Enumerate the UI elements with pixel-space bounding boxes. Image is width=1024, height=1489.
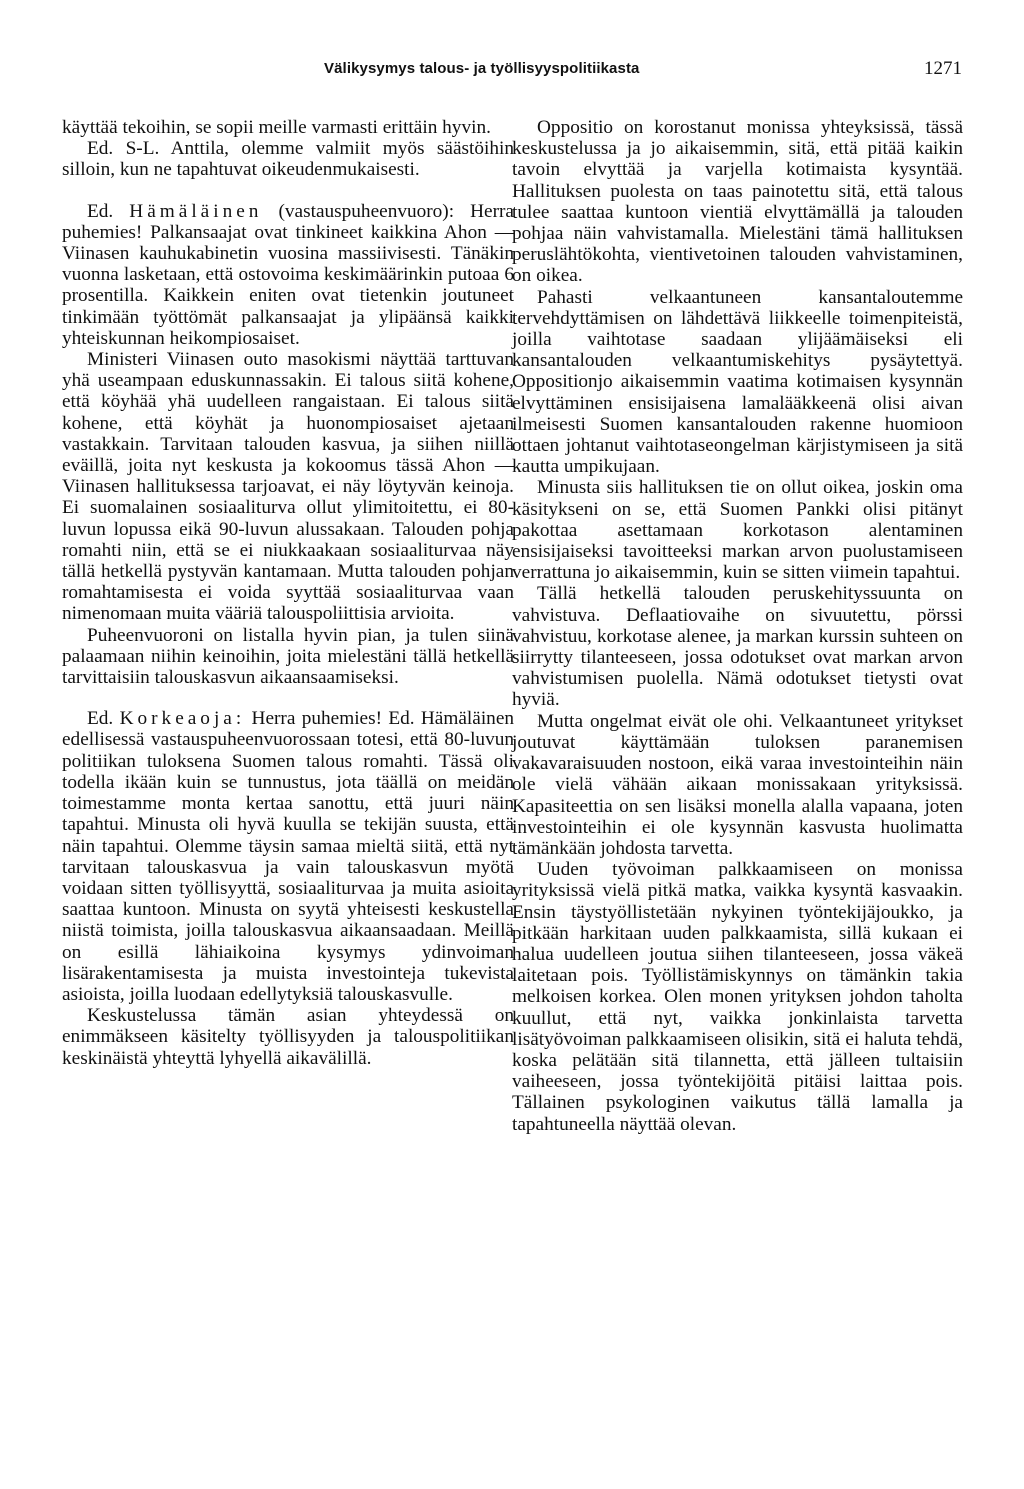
paragraph: Keskustelussa tämän asian yhteydessä on enimmäkseen käsitelty työllisyyden ja talouspolitiikan keskinäistä yhteyttä lyhyellä aikavälillä. bbox=[62, 1005, 514, 1069]
paragraph: käyttää tekoihin, se sopii meille varmasti erittäin hyvin. bbox=[62, 117, 491, 138]
right-column bbox=[512, 117, 963, 1135]
speech-text: (vastauspuheenvuoro): Herra puhemies! Palkansaajat ovat tinkineet kaikkina Ahon — Viinasen kauhukabinetin vuosina massiivisesti. Tänäkin vuonna lasketaan, että ostovoima keskimäärinkin putoaa 6 prosentilla. Kaikkein eniten ovat tietenkin joutuneet tinkimään työttömät palkansaajat ja ylipäänsä kaikki yhteiskunnan heikompiosaiset. bbox=[62, 200, 514, 349]
speaker-prefix: Ed. bbox=[87, 200, 114, 222]
paragraph: Oppositio on korostanut monissa yhteyksissä, tässä keskustelussa ja jo aikaisemmin, sitä, että pitää kaikin tavoin elvyttää ja varjella kotimaista kysyntää. Hallituksen puolesta on taas painotettu sitä, että talous tulee saattaa kuntoon vientiä elvyttämällä ja talouden pohjaa näin vahvistamalla. Mielestäni tämä hallituksen peruslähtökohta, vientivetoinen talouden vahvistaminen, on oikea. bbox=[512, 117, 963, 287]
paragraph: Ed. S-L. Anttila, olemme valmiit myös säästöihin silloin, kun ne tapahtuvat oikeudenmukaisesti. bbox=[62, 138, 514, 181]
speech-text: Herra puhemies! Ed. Hämäläinen edellisessä vastauspuheenvuorossaan totesi, että 80-luvun politiikan tuloksena Suomen talous romahti. Tässä oli todella ikään kuin se tunnustus, jota täällä on meidän toimestamme monta kertaa sanottu, että juuri näin tapahtui. Minusta oli hyvä kuulla se tekijän suusta, että näin tapahtui. Olemme täysin samaa mieltä siitä, että nyt tarvitaan talouskasvua ja vain talouskasvun myötä voidaan sitten työllisyyttä, sosiaaliturvaa ja muita asioita saattaa kuntoon. Minusta on syytä yhteisesti keskustella niistä toimista, joilla talouskasvua aikaansaadaan. Meillä on esillä lähiaikoina kysymys ydinvoiman lisärakentamisesta ja muista investointeja tukevista asioista, joilla luodaan edellytyksiä talouskasvulle. bbox=[62, 708, 515, 1005]
page-number: 1271 bbox=[924, 58, 962, 79]
speech-hamalainen bbox=[62, 201, 514, 349]
left-column bbox=[62, 117, 514, 1069]
speech-korkeaoja bbox=[62, 708, 514, 1005]
running-head-title: Välikysymys talous- ja työllisyyspolitiikasta bbox=[324, 60, 640, 77]
running-head bbox=[0, 60, 1024, 90]
paragraph: Ministeri Viinasen outo masokismi näyttää tarttuvan yhä useampaan eduskunnassakin. Ei talous siitä kohene, että köyhää yhä uudelleen rangaistaan. Ei talous siitä kohene, että köyhät ja huonompiosaiset ajetaan vastakkain. Tarvitaan talouden kasvua, ja siihen niillä eväillä, joita nyt keskusta ja kokoomus tässä Ahon — Viinasen hallituksessa tarjoavat, ei näy löytyvän keinoja. Ei suomalainen sosiaaliturva ollut ylimitoitettu, ei 80-luvun lopussa eikä 90-luvun alussakaan. Talouden pohja romahti niin, että se ei niukkaakaan sosiaaliturvaa näy tällä hetkellä pystyvän kantamaan. Mutta talouden pohjan romahtamisesta ei voida syyttää sosiaaliturvaa vaan nimenomaan muita vääriä talouspoliittisia arvioita. bbox=[62, 349, 514, 625]
paragraph: Minusta siis hallituksen tie on ollut oikea, joskin oma käsitykseni on se, että Suomen Pankki olisi pitänyt pakottaa asettamaan korkotason alentaminen ensisijaiseksi tavoitteeksi markan arvon puolustamiseen verrattuna jo aikaisemmin, kuin se sitten viimein tapahtui. bbox=[512, 477, 963, 584]
paragraph: Tällä hetkellä talouden peruskehityssuunta on vahvistuva. Deflaatiovaihe on sivuutettu, pörssi vahvistuu, korkotase alenee, ja markan kurssin suhteen on siirrytty tilanteeseen, jossa odotukset ovat markan arvon vahvistumisen puolella. Nämä odotukset tietysti ovat hyviä. bbox=[512, 583, 963, 711]
paragraph: Puheenvuoroni on listalla hyvin pian, ja tulen siinä palaamaan niihin keinoihin, joita mielestäni tällä hetkellä tarvittaisiin talouskasvun aikaansaamiseksi. bbox=[62, 624, 514, 689]
speaker-name: Korkeaoja: bbox=[119, 708, 246, 730]
paragraph: Mutta ongelmat eivät ole ohi. Velkaantuneet yritykset joutuvat käyttämään tuloksen paranemisen vakavaraisuuden nostoon, eikä varaa investointeihin näin ole vielä vähään aikaan monissakaan yrityksissä. Kapasiteettia on sen lisäksi monella alalla vapaana, joten investointeihin ei ole kysynnän kasvusta huolimatta tämänkään johdosta tarvetta. bbox=[512, 710, 963, 859]
speaker-prefix: Ed. bbox=[87, 708, 114, 730]
paragraph: Pahasti velkaantuneen kansantaloutemme tervehdyttämisen on lähdettävä liikkeelle toimenpiteistä, joilla vaihtotase saadaan ylijäämäiseksi eli kansantalouden velkaantumiskehitys pysäytettyä. Oppositionjo aikaisemmin vaatima kotimaisen kysynnän elvyttäminen ensisijaisena lamalääkkeenä olisi aivan ilmeisesti Suomen kansantalouden rakenne huomioon ottaen johtanut vaihtotaseongelman kärjistymiseen ja sitä kautta umpikujaan. bbox=[512, 286, 963, 478]
paragraph: Uuden työvoiman palkkaamiseen on monissa yrityksissä vielä pitkä matka, vaikka kysyntä kasvaakin. Ensin täystyöllistetään nykyinen työntekijäjoukko, ja pitkään harkitaan uuden palkkaamista, sillä kukaan ei halua uudelleen joutua siihen tilanteeseen, jossa väkeä laitetaan pois. Työllistämiskynnys on tämänkin takia melkoisen korkea. Olen monen yrityksen johdon taholta kuullut, että nyt, vaikka jonkinlaista tarvetta lisätyövoiman palkkaamiseen olisikin, sitä ei haluta tehdä, koska pelätään sitä tilannetta, että jälleen tultaisiin vaiheeseen, jossa työntekijöitä pitäisi laittaa pois. Tällainen psykologinen vaikutus tällä lamalla ja tapahtuneella näyttää olevan. bbox=[512, 859, 963, 1135]
speaker-name: Hämäläinen bbox=[129, 200, 263, 222]
